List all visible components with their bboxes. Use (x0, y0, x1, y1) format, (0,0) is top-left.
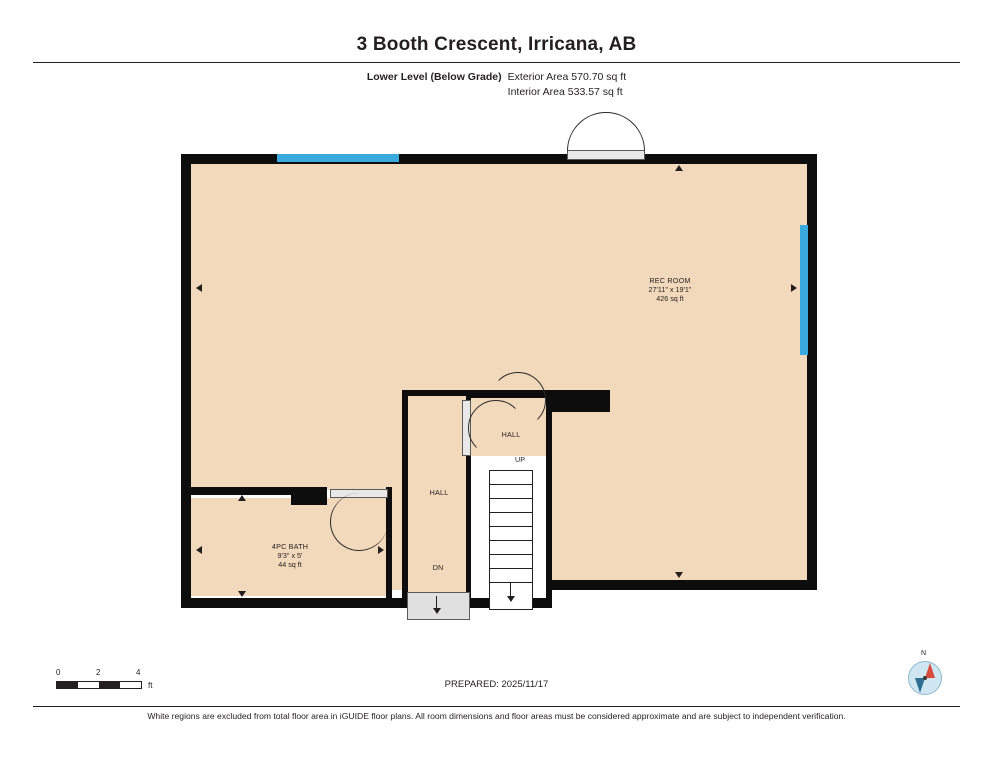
dim-arrow-bath-bottom (238, 591, 246, 597)
wall-hall-top (402, 390, 470, 396)
hall-lower-name: HALL (429, 488, 449, 497)
compass-rose (903, 652, 949, 698)
dn-text: DN (432, 563, 444, 572)
scale-tick-1: 2 (96, 668, 101, 677)
wall-left (181, 154, 191, 598)
stair-dn-label (423, 563, 453, 572)
wall-hall-left (402, 390, 408, 605)
compass-north-label: N (921, 650, 927, 657)
bath-dimensions: 9'3" x 5' (277, 551, 303, 560)
stair-landing-dn (407, 592, 470, 620)
dim-arrow-rec-bottom (675, 572, 683, 578)
rec-room-name: REC ROOM (649, 276, 691, 285)
wall-bath-top-block (291, 487, 327, 505)
wall-stairblock-right (546, 390, 610, 412)
scale-tick-2: 4 (136, 668, 141, 677)
dim-arrow-bath-right (378, 546, 384, 554)
stair-tread (490, 582, 532, 583)
stair-tread (490, 526, 532, 527)
landing-direction-arrow (433, 608, 441, 614)
bath-name: 4PC BATH (271, 542, 309, 551)
wall-bottom-right (552, 580, 817, 590)
wall-right (807, 154, 817, 590)
scale-tick-0: 0 (56, 668, 61, 677)
stair-direction-line (510, 582, 511, 598)
wall-hall-right (546, 390, 552, 605)
wall-bath-right (386, 487, 392, 605)
level-label: Lower Level (Below Grade) (366, 71, 502, 83)
bath-area: 44 sq ft (278, 560, 302, 569)
up-text: UP (515, 455, 525, 464)
scale-unit: ft (148, 681, 153, 690)
compass-needle-south-icon (915, 678, 925, 693)
dim-arrow-rec-right (791, 284, 797, 292)
stair-tread (490, 498, 532, 499)
wall-hall-lower-right (466, 458, 471, 605)
hall-upper-name: HALL (501, 430, 521, 439)
page-title: 3 Booth Crescent, Irricana, AB (356, 34, 637, 55)
stair-up-label (505, 455, 535, 464)
stair-tread (490, 540, 532, 541)
interior-area: Interior Area 533.57 sq ft (507, 86, 623, 98)
compass-hub-icon (923, 676, 927, 680)
landing-direction-line (436, 596, 437, 610)
rec-room-area: 426 sq ft (656, 294, 684, 303)
dim-arrow-rec-top (675, 165, 683, 171)
stair-tread (490, 568, 532, 569)
window-right (800, 225, 808, 355)
stair-tread (490, 484, 532, 485)
stair-direction-arrow (507, 596, 515, 602)
hall-lower-label (409, 488, 469, 497)
rec-room-dimensions: 27'11" x 19'1" (648, 285, 692, 294)
disclaimer-text: White regions are excluded from total floor area in iGUIDE floor plans. All room dimensions and floor areas must be considered approximate and are subject to independent verification. (147, 711, 846, 721)
bath-label (230, 542, 350, 569)
stair-tread (490, 512, 532, 513)
rec-room-label (620, 276, 720, 303)
stair-tread (490, 554, 532, 555)
dim-arrow-bath-top (238, 495, 246, 501)
wall-bath-top-left (190, 487, 291, 495)
window-top-left (277, 154, 399, 162)
footer-divider (33, 706, 960, 707)
hall-upper-label (480, 430, 542, 439)
prepared-date: PREPARED: 2025/11/17 (444, 679, 549, 690)
dim-arrow-rec-left (196, 284, 202, 292)
dim-arrow-bath-left (196, 546, 202, 554)
exterior-area: Exterior Area 570.70 sq ft (507, 71, 627, 83)
exterior-door-panel (567, 150, 645, 160)
